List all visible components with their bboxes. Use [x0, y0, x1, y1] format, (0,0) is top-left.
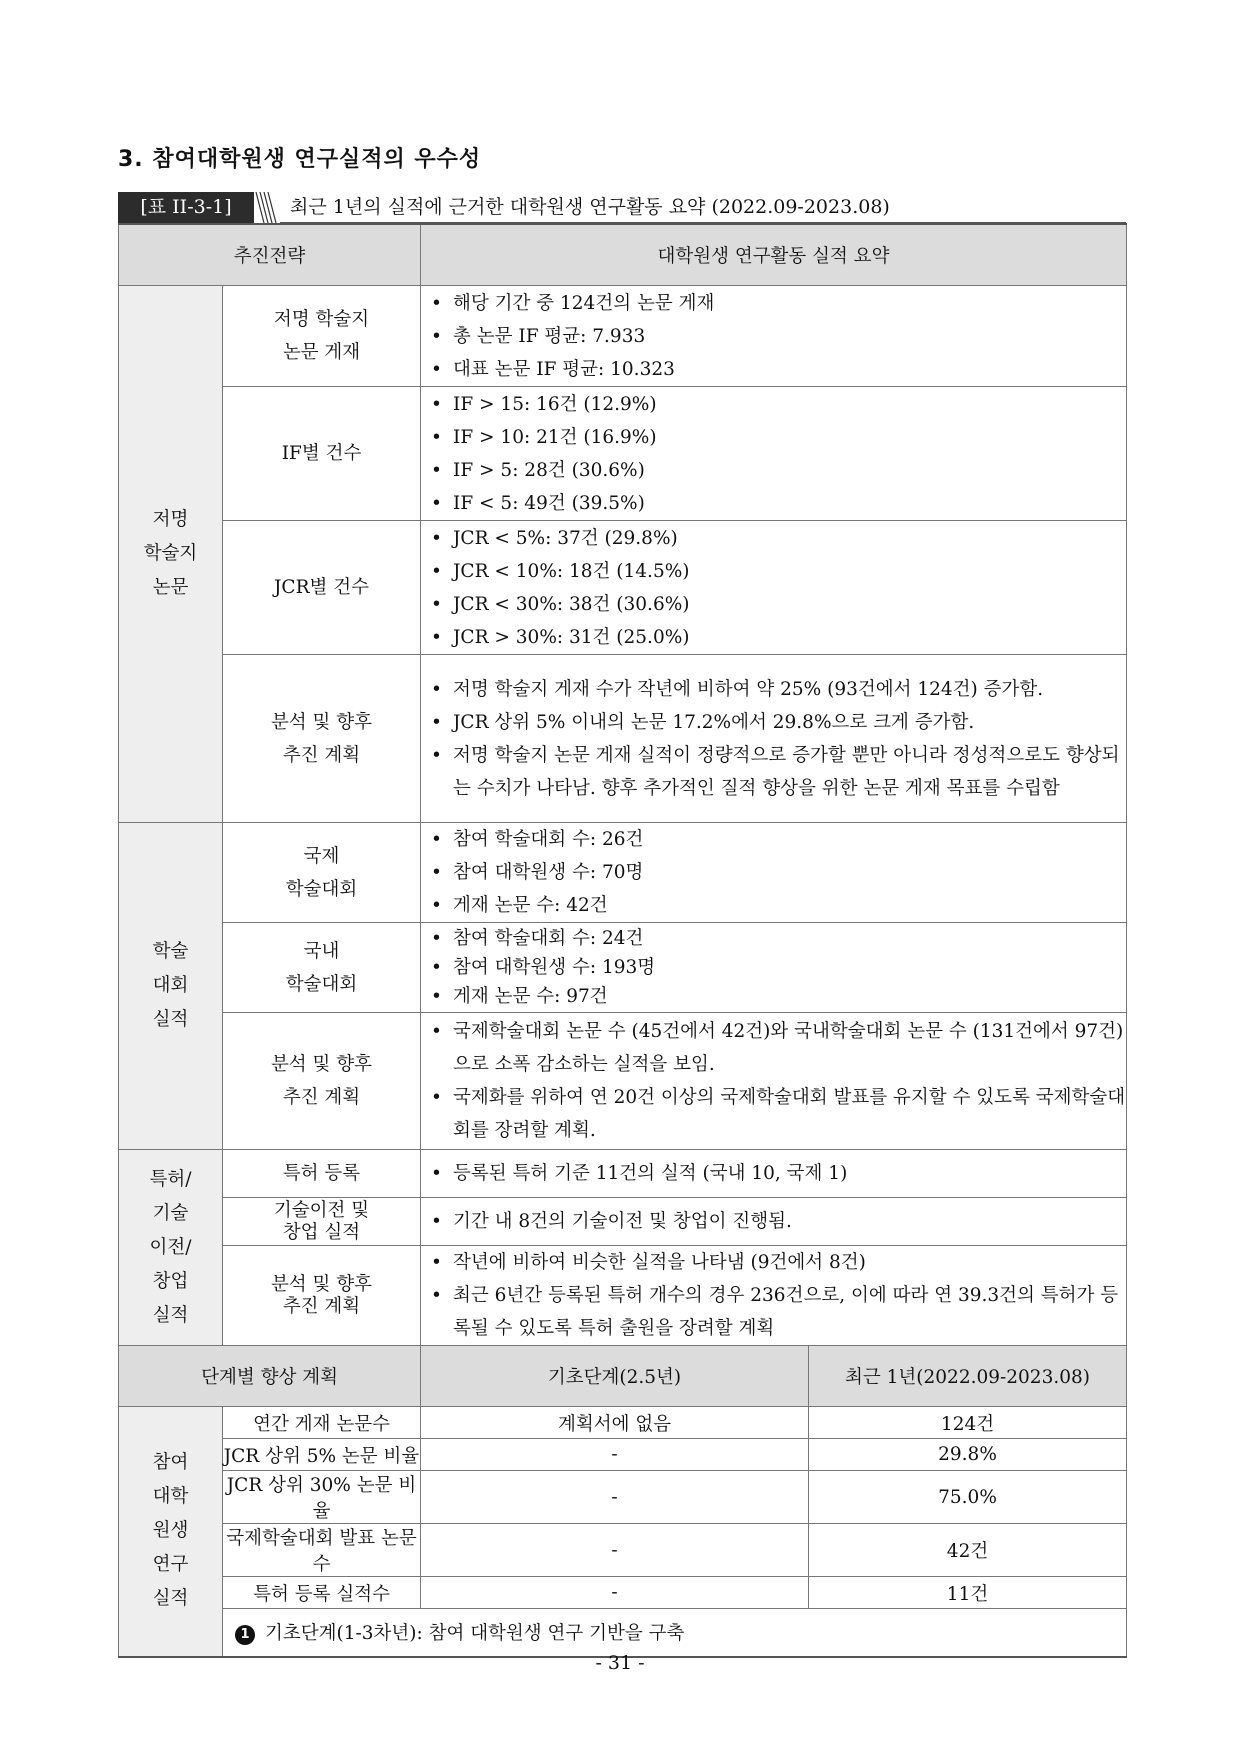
bullet-item: • 해당 기간 중 124건의 논문 게재: [431, 287, 1126, 320]
bullet-item: • JCR < 5%: 37건 (29.8%): [431, 522, 1126, 555]
category-line: 실적: [152, 1588, 189, 1610]
research-summary-table: [118, 223, 1127, 1658]
bullet-item: • JCR < 10%: 18건 (14.5%): [431, 555, 1126, 588]
sub-item-line: 분석 및 향후: [270, 711, 373, 733]
plan-label: 국제학술대회 발표 논문수: [223, 1524, 421, 1577]
plan-label: JCR 상위 5% 논문 비율: [223, 1439, 421, 1471]
table-row: [119, 286, 1127, 387]
sub-item-line: 국내: [303, 940, 340, 962]
detail-cell: [421, 1246, 1127, 1346]
detail-cell: [421, 823, 1127, 923]
sub-item-cell: [223, 923, 421, 1013]
bullet-item: • 참여 학술대회 수: 24건: [431, 924, 1126, 953]
bullet-item: • 참여 대학원생 수: 70명: [431, 856, 1126, 889]
table-caption: [118, 192, 1126, 223]
bullet-item: • 기간 내 8건의 기술이전 및 창업이 진행됨.: [431, 1205, 1126, 1238]
bullet-item: • IF > 15: 16건 (12.9%): [431, 388, 1126, 421]
category-line: 이전/: [149, 1236, 192, 1258]
sub-item-cell: [223, 1246, 421, 1346]
sub-item-cell: [223, 1013, 421, 1150]
category-line: 특허/: [149, 1168, 192, 1190]
bullet-item: • IF < 5: 49건 (39.5%): [431, 487, 1126, 520]
table-row: [119, 1013, 1127, 1150]
sub-item-line: 특허 등록: [282, 1163, 361, 1184]
sub-item-line: 학술대회: [285, 878, 358, 900]
sub-item-cell: [223, 1198, 421, 1246]
sub-item-cell: [223, 286, 421, 387]
bullet-item: • 국제학술대회 논문 수 (45건에서 42건)와 국내학술대회 논문 수 (131건에서 97건)으로 소폭 감소하는 실적을 보임.: [431, 1015, 1126, 1081]
category-cell-plan: [119, 1407, 223, 1657]
bullet-item: • 게재 논문 수: 42건: [431, 889, 1126, 922]
sub-item-line: 추진 계획: [282, 1295, 361, 1317]
bullet-item: • 총 논문 IF 평균: 7.933: [431, 320, 1126, 353]
section-title: 3. 참여대학원생 연구실적의 우수성: [118, 147, 482, 172]
sub-item-line: 학술대회: [285, 973, 358, 995]
detail-cell: [421, 1013, 1127, 1150]
numbered-circle-icon: 1: [235, 1625, 255, 1645]
plan-recent-value: 11건: [809, 1577, 1127, 1609]
plan-note-text: 기초단계(1-3차년): 참여 대학원생 연구 기반을 구축: [265, 1623, 685, 1645]
sub-item-line: JCR별 건수: [274, 577, 369, 598]
plan-row: [119, 1577, 1127, 1609]
category-line: 논문: [152, 577, 189, 598]
category-line: 참여: [152, 1452, 189, 1474]
bullet-item: • JCR > 30%: 31건 (25.0%): [431, 621, 1126, 654]
table-row: [119, 655, 1127, 823]
table-header-row: [119, 224, 1127, 286]
category-line: 저명: [152, 509, 189, 530]
bullet-item: • 저명 학술지 게재 수가 작년에 비하여 약 25% (93건에서 124건) 증가함.: [431, 673, 1126, 706]
table-row: [119, 1150, 1127, 1198]
detail-cell: [421, 1150, 1127, 1198]
bullet-item: • 대표 논문 IF 평균: 10.323: [431, 353, 1126, 386]
category-line: 학술지: [143, 543, 198, 564]
bullet-item: • IF > 10: 21건 (16.9%): [431, 421, 1126, 454]
table-row: [119, 823, 1127, 923]
detail-cell: [421, 655, 1127, 823]
category-line: 학술: [152, 941, 189, 962]
plan-note-cell: [223, 1609, 1127, 1657]
table-row: [119, 923, 1127, 1013]
bullet-item: • JCR 상위 5% 이내의 논문 17.2%에서 29.8%으로 크게 증가함.: [431, 706, 1126, 739]
category-cell-patent: [119, 1150, 223, 1346]
plan-row: [119, 1524, 1127, 1577]
plan-base-value: -: [421, 1471, 809, 1524]
detail-cell: [421, 286, 1127, 387]
bullet-item: • 게재 논문 수: 97건: [431, 982, 1126, 1011]
category-line: 연구: [152, 1554, 189, 1576]
plan-row: [119, 1471, 1127, 1524]
plan-recent-value: 75.0%: [809, 1471, 1127, 1524]
bullet-item: • 작년에 비하여 비슷한 실적을 나타냄 (9건에서 8건): [431, 1246, 1126, 1279]
category-cell-journal: [119, 286, 223, 823]
plan-label: JCR 상위 30% 논문 비율: [223, 1471, 421, 1524]
plan-base-value: -: [421, 1577, 809, 1609]
detail-cell: [421, 1198, 1127, 1246]
category-line: 실적: [152, 1304, 189, 1326]
sub-item-cell: [223, 521, 421, 655]
category-line: 실적: [152, 1009, 189, 1030]
sub-item-line: 추진 계획: [282, 744, 361, 766]
table-row: [119, 521, 1127, 655]
table-row: [119, 1246, 1127, 1346]
category-line: 기술: [152, 1202, 189, 1224]
header-strategy: 추진전략: [119, 224, 421, 286]
detail-cell: [421, 387, 1127, 521]
sub-item-line: 논문 게재: [282, 342, 361, 363]
caption-divider-icon: [254, 192, 280, 223]
plan-base-value: 계획서에 없음: [421, 1407, 809, 1439]
plan-row: [119, 1407, 1127, 1439]
plan-base-value: -: [421, 1439, 809, 1471]
sub-item-line: 저명 학술지: [273, 309, 370, 330]
category-cell-conference: [119, 823, 223, 1150]
sub-item-line: 분석 및 향후: [270, 1273, 373, 1295]
header-summary: 대학원생 연구활동 실적 요약: [421, 224, 1127, 286]
plan-recent-value: 124건: [809, 1407, 1127, 1439]
table-caption-label: [표 II-3-1]: [118, 192, 254, 223]
plan-label: 특허 등록 실적수: [223, 1577, 421, 1609]
sub-item-cell: [223, 387, 421, 521]
plan-header-recent: 최근 1년(2022.09-2023.08): [809, 1346, 1127, 1407]
table-row: [119, 387, 1127, 521]
category-line: 창업: [152, 1270, 189, 1292]
sub-item-line: 분석 및 향후: [270, 1054, 373, 1075]
plan-label: 연간 게재 논문수: [223, 1407, 421, 1439]
plan-row: [119, 1439, 1127, 1471]
category-line: 대학: [152, 1486, 189, 1508]
sub-item-line: IF별 건수: [281, 443, 362, 464]
table-row: [119, 1198, 1127, 1246]
plan-base-value: -: [421, 1524, 809, 1577]
plan-header-stage: 단계별 향상 계획: [119, 1346, 421, 1407]
sub-item-cell: [223, 1150, 421, 1198]
plan-header-row: [119, 1346, 1127, 1407]
sub-item-line: 추진 계획: [282, 1087, 361, 1108]
detail-cell: [421, 923, 1127, 1013]
plan-header-base: 기초단계(2.5년): [421, 1346, 809, 1407]
bullet-item: • JCR < 30%: 38건 (30.6%): [431, 588, 1126, 621]
bullet-item: • 등록된 특허 기준 11건의 실적 (국내 10, 국제 1): [431, 1157, 1126, 1190]
bullet-item: • 최근 6년간 등록된 특허 개수의 경우 236건으로, 이에 따라 연 39.3건의 특허가 등록될 수 있도록 특허 출원을 장려할 계획: [431, 1279, 1126, 1345]
page-number: - 31 -: [595, 1652, 645, 1674]
sub-item-line: 기술이전 및: [273, 1199, 370, 1221]
plan-note-row: [119, 1609, 1127, 1657]
detail-cell: [421, 521, 1127, 655]
category-line: 원생: [152, 1520, 189, 1542]
bullet-item: • 저명 학술지 논문 게재 실적이 정량적으로 증가할 뿐만 아니라 정성적으로도 향상되는 수치가 나타남. 향후 추가적인 질적 향상을 위한 논문 게재 목표를 수립함: [431, 739, 1126, 805]
sub-item-line: 국제: [303, 845, 340, 867]
bullet-item: • 국제화를 위하여 연 20건 이상의 국제학술대회 발표를 유지할 수 있도록 국제학술대회를 장려할 계획.: [431, 1081, 1126, 1147]
bullet-item: • 참여 대학원생 수: 193명: [431, 953, 1126, 982]
sub-item-cell: [223, 655, 421, 823]
bullet-item: • 참여 학술대회 수: 26건: [431, 823, 1126, 856]
plan-recent-value: 42건: [809, 1524, 1127, 1577]
category-line: 대회: [152, 975, 189, 996]
sub-item-line: 창업 실적: [282, 1221, 361, 1243]
sub-item-cell: [223, 823, 421, 923]
bullet-item: • IF > 5: 28건 (30.6%): [431, 454, 1126, 487]
plan-recent-value: 29.8%: [809, 1439, 1127, 1471]
table-caption-title: 최근 1년의 실적에 근거한 대학원생 연구활동 요약 (2022.09-2023.08): [290, 196, 890, 218]
